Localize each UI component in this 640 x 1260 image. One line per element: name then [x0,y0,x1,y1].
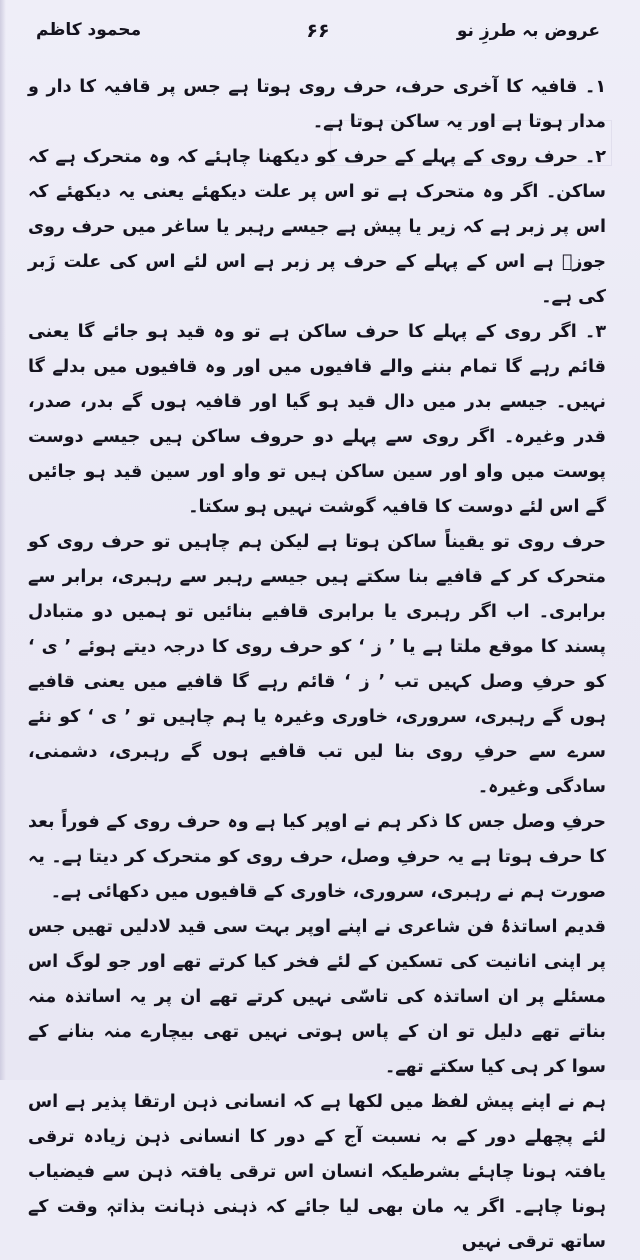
paragraph-qadeem-asatiza: قدیم اساتذۂ فن شاعری نے اپنے اوپر بہت سی قید لادلیں تھیں جس پر اپنی انانیت کی تسکین کے لئے فخر کیا کرتے تھے اور جو لوگ اس مسئلے پر ان اساتذہ کی تاسّی نہیں کرتے تھے ان پر یہ اساتذہ منہ بناتے تھے دلیل تو ان کے پاس ہوتی نہیں تھی بیچارے منہ بنانے کے سوا کر ہی کیا سکتے تھے۔ [28,917,606,1077]
paragraph-harf-wasl: حرفِ وصل جس کا ذکر ہم نے اوپر کیا ہے وہ حرف روی کے فوراً بعد کا حرف ہوتا ہے یہ حرفِ وصل، حرف روی کو متحرک کر دیتا ہے۔ یہ صورت ہم نے رہبری، سروری، خاوری کے قافیوں میں دکھائی ہے۔ [28,812,606,902]
paragraph-point-1: ۱۔ قافیہ کا آخری حرف، حرف روی ہوتا ہے جس پر قافیہ کا دار و مدار ہوتا ہے اور یہ ساکن ہوتا ہے۔ [28,77,606,132]
paragraph-point-3: ۳۔ اگر روی کے پہلے کا حرف ساکن ہے تو وہ قید ہو جائے گا یعنی قائم رہے گا تمام بننے والے قافیوں میں اور وہ قافیوں میں بدلے گا نہیں۔ جیسے بدر میں دال قید ہو گیا اور قافیہ ہوں گے بدر، صدر، قدر وغیرہ۔ اگر روی سے پہلے دو حروف ساکن ہیں جیسے دوست پوست میں واو اور سین ساکن ہیں تو واو اور سین قید ہو جائیں گے اس لئے دوست کا قافیہ گوشت نہیں ہو سکتا۔ [28,322,606,517]
paragraph-pesh-lafz: ہم نے اپنے پیش لفظ میں لکھا ہے کہ انسانی ذہن ارتقا پذیر ہے اس لئے پچھلے دور کے بہ نسبت آج کے دور کا انسانی ذہن زیادہ ترقی یافتہ ہونا چاہئے بشرطیکہ انسان اس ترقی یافتہ ذہن سے فیضیاب ہونا چاہے۔ اگر یہ مان بھی لیا جائے کہ ذہنی ذہانت بذاتہٖ وقت کے ساتھ ترقی نہیں [28,1092,606,1252]
page-header [36,14,600,50]
body-text [28,70,606,1252]
page-edge-shadow [0,0,6,1080]
paragraph-harf-ravi: حرف روی تو یقیناً ساکن ہوتا ہے لیکن ہم چاہیں تو حرف روی کو متحرک کر کے قافیے بنا سکتے ہیں جیسے رہبر سے رہبری، برابر سے برابری۔ اب اگر رہبری یا برابری قافیے بنائیں تو ہمیں دو متبادل پسند کا موقع ملتا ہے یا ’ ز ‘ کو حرف روی کا درجہ دیتے ہوئے ’ ی ‘ کو حرفِ وصل کہیں تب ’ ز ‘ قائم رہے گا قافیے میں یعنی قافیے ہوں گے رہبری، سروری، خاوری وغیرہ یا ہم چاہیں تو ’ ی ‘ کو نئے سرے سے حرفِ روی بنا لیں تب قافیے ہوں گے رہبری، دشمنی، سادگی وغیرہ۔ [28,532,606,797]
author-name: محمود کاظم [36,20,142,40]
book-title: عروض بہ طرزِ نو [456,21,600,41]
paragraph-point-2: ۲۔ حرف روی کے پہلے کے حرف کو دیکھنا چاہئے کہ وہ متحرک ہے کہ ساکن۔ اگر وہ متحرک ہے تو اس پر علت دیکھئے یعنی یہ دیکھئے کہ اس پر زبر ہے کہ زیر یا پیش ہے جیسے رہبر یا ساغر میں حرف روی جوزؔ ہے اس کے پہلے کے حرف پر زبر ہے اس لئے اس کی علت زَبر کی ہے۔ [28,147,606,307]
page-number: ۶۶ [306,20,330,42]
